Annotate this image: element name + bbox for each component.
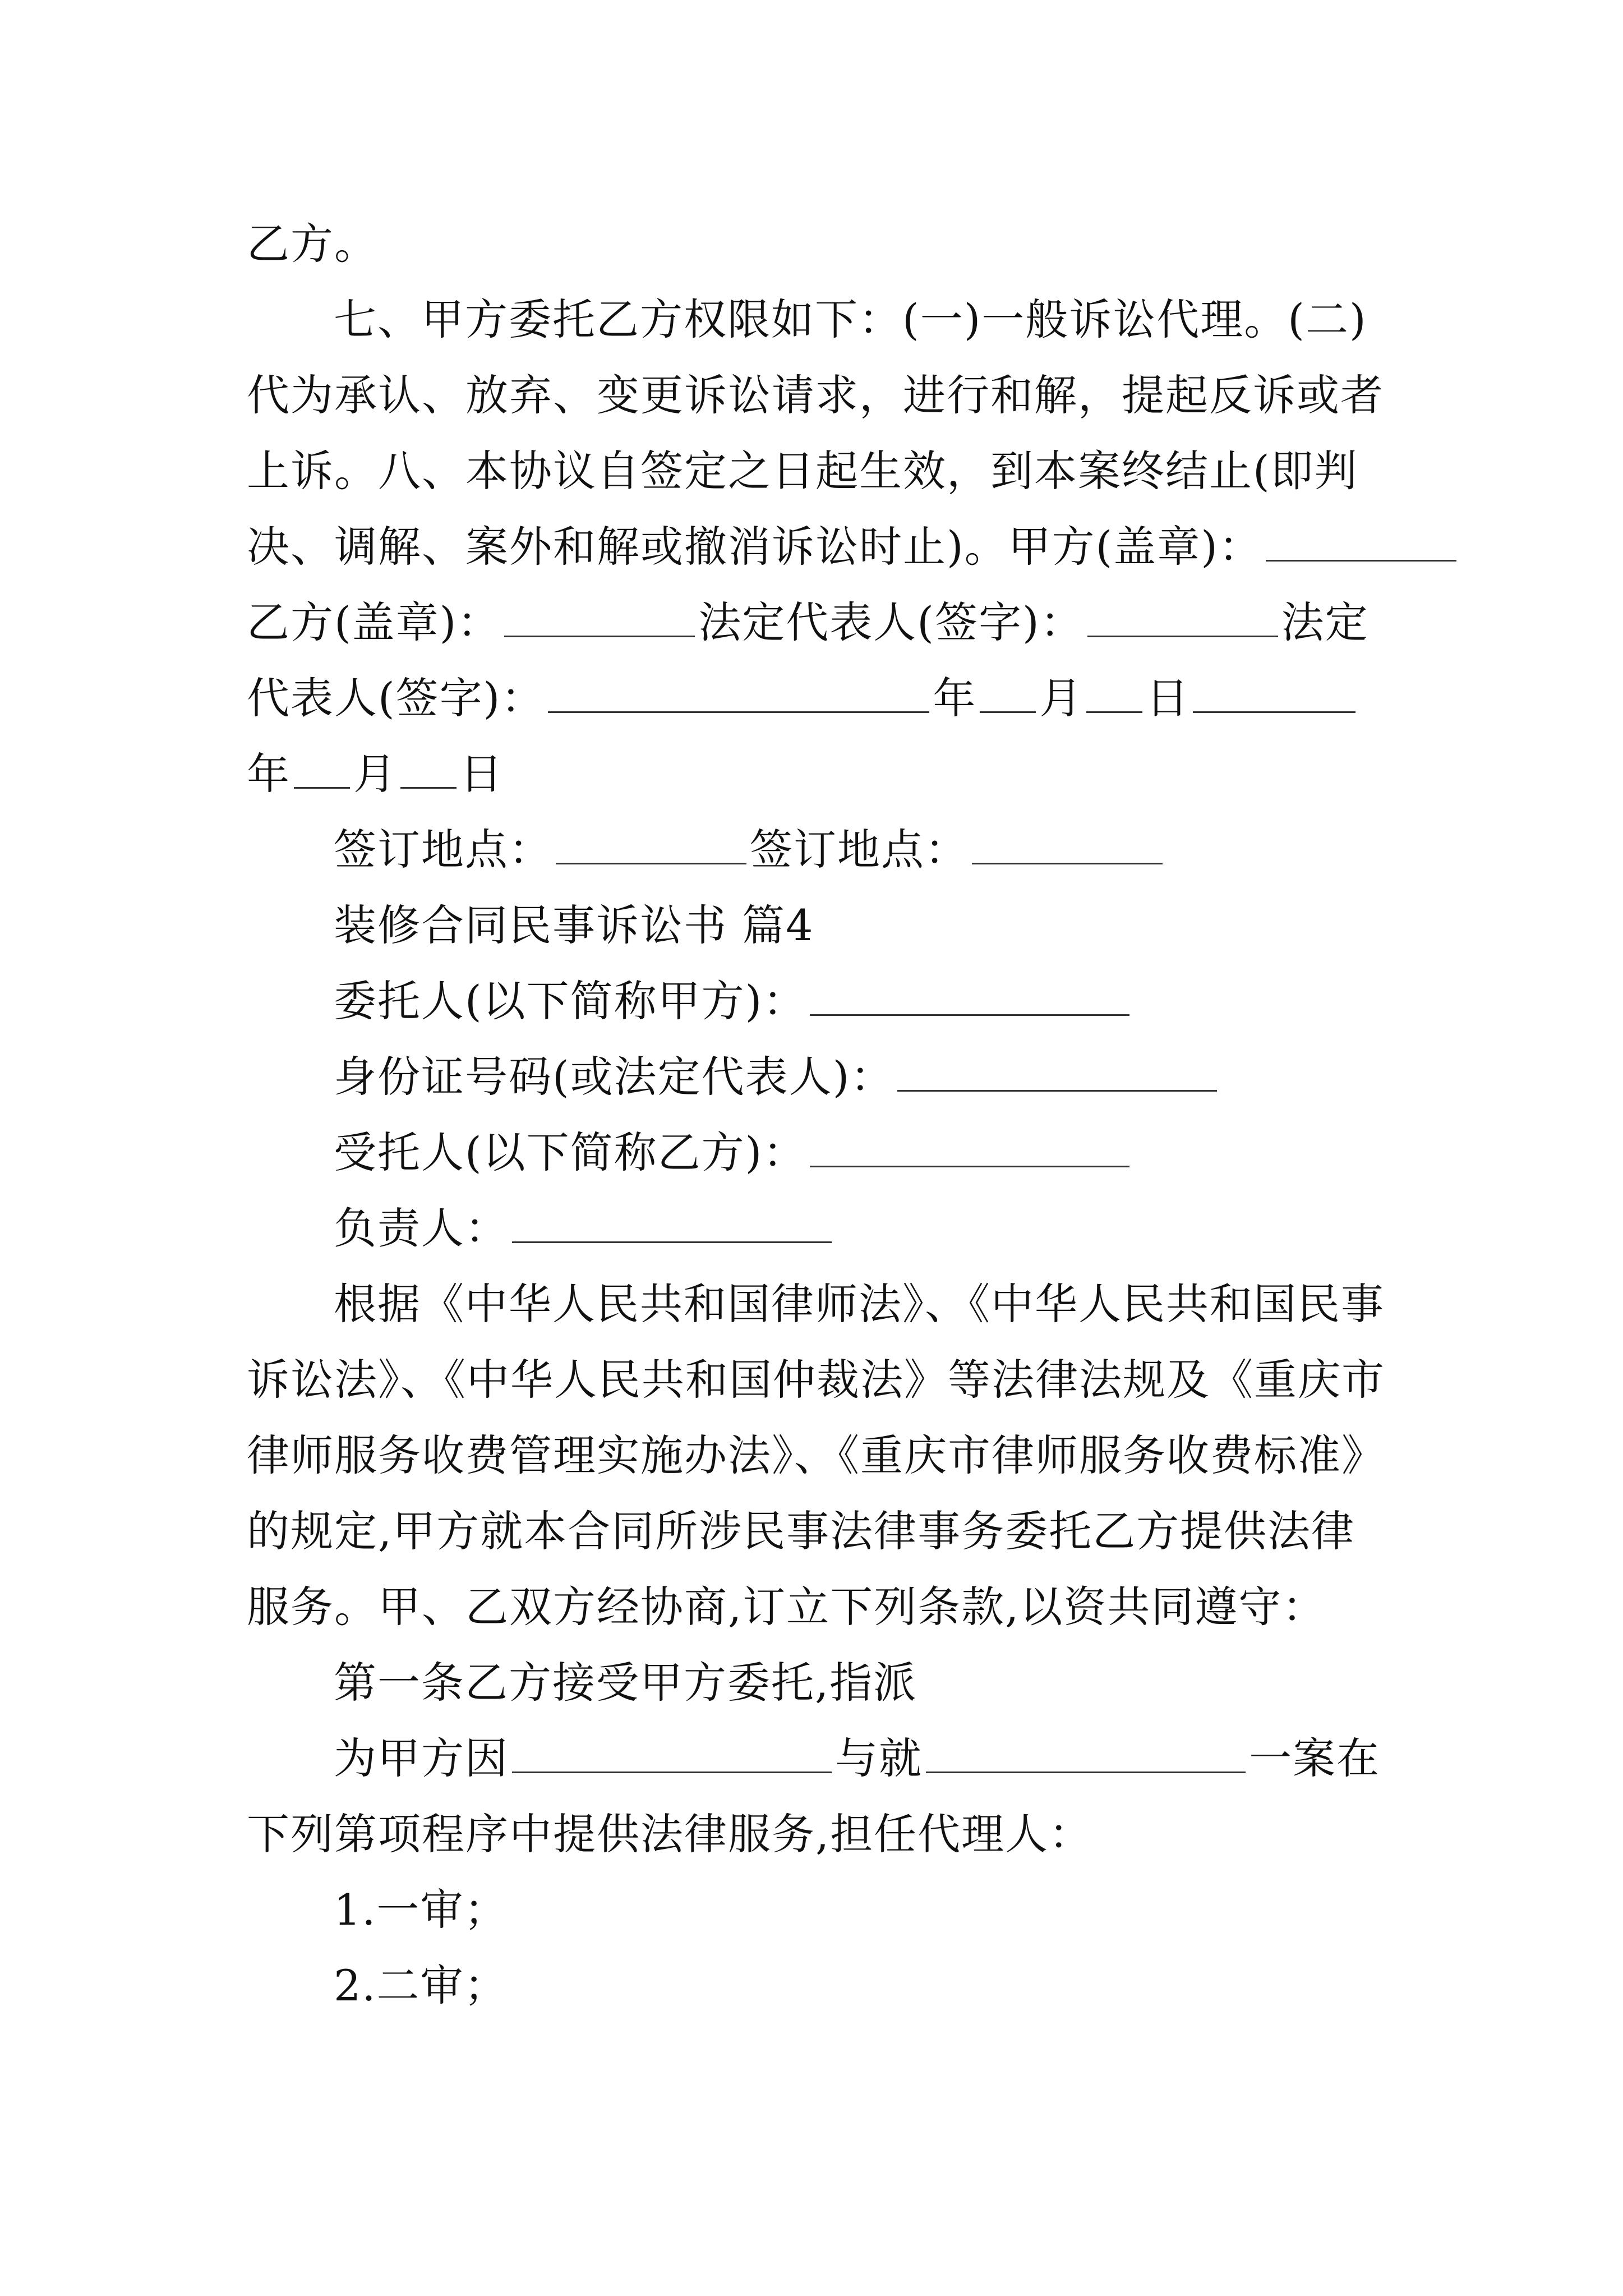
text-line: 七、甲方委托乙方权限如下：(一)一般诉讼代理。(二): [334, 295, 1367, 344]
signature-blank: [1087, 603, 1278, 637]
field-blank: [512, 1739, 832, 1773]
text-line: 身份证号码(或法定代表人)：: [334, 1049, 1380, 1105]
date-blank: [980, 679, 1036, 713]
text-line: 受托人(以下简称乙方)：: [334, 1125, 1380, 1181]
field-blank: [810, 982, 1129, 1016]
signature-blank: [504, 603, 695, 637]
text-line: 律师服务收费管理实施办法》、《重庆市律师服务收费标准》: [247, 1430, 1385, 1480]
field-blank: [810, 1133, 1129, 1167]
text-line: 签订地点： 签订地点：: [334, 822, 1380, 878]
text-line: 第一条乙方接受甲方委托,指派: [334, 1658, 917, 1708]
date-blank: [1086, 679, 1142, 713]
text-line: 服务。甲、乙双方经协商,订立下列条款,以资共同遵守：: [247, 1582, 1326, 1632]
signing-place-blank: [972, 830, 1163, 864]
field-blank: [897, 1057, 1217, 1092]
text-line: 的规定,甲方就本合同所涉民事法律事务委托乙方提供法律: [247, 1506, 1355, 1556]
text-line: 下列第项程序中提供法律服务,担任代理人：: [247, 1809, 1093, 1859]
date-blank: [1193, 679, 1355, 713]
date-blank: [400, 754, 457, 789]
text-line: 诉讼法》、《中华人民共和国仲裁法》等法律法规及《重庆市: [247, 1355, 1385, 1405]
text-line: 乙方。: [247, 219, 378, 269]
list-item: 2.二审；: [334, 1961, 508, 2010]
text-line: 代为承认、放弃、变更诉讼请求，进行和解，提起反诉或者: [247, 370, 1384, 420]
text-line: 决、调解、案外和解或撤消诉讼时止)。甲方(盖章)：: [247, 519, 1380, 575]
text-line: 乙方(盖章)： 法定代表人(签字)： 法定: [247, 597, 1369, 647]
text-line: 上诉。八、本协议自签定之日起生效，到本案终结止(即判: [247, 446, 1358, 496]
text-line: 为甲方因 与就 一案在: [334, 1733, 1380, 1783]
text-line: 负责人：: [334, 1200, 1380, 1257]
text-line: 代表人(签字)： 年 月 日: [247, 670, 1380, 726]
signature-blank: [1266, 527, 1456, 562]
signing-place-blank: [556, 830, 746, 864]
text-line: 年 月 日: [247, 749, 504, 799]
field-blank: [926, 1739, 1246, 1773]
date-blank: [294, 754, 350, 789]
text-line: 根据《中华人民共和国律师法》、《中华人民共和国民事: [334, 1279, 1385, 1329]
text-line: 委托人(以下简称甲方)：: [334, 973, 1380, 1029]
field-blank: [512, 1209, 832, 1243]
signature-blank: [548, 679, 929, 713]
section-heading: 装修合同民事诉讼书 篇4: [334, 900, 814, 950]
list-item: 1.一审；: [334, 1885, 508, 1935]
